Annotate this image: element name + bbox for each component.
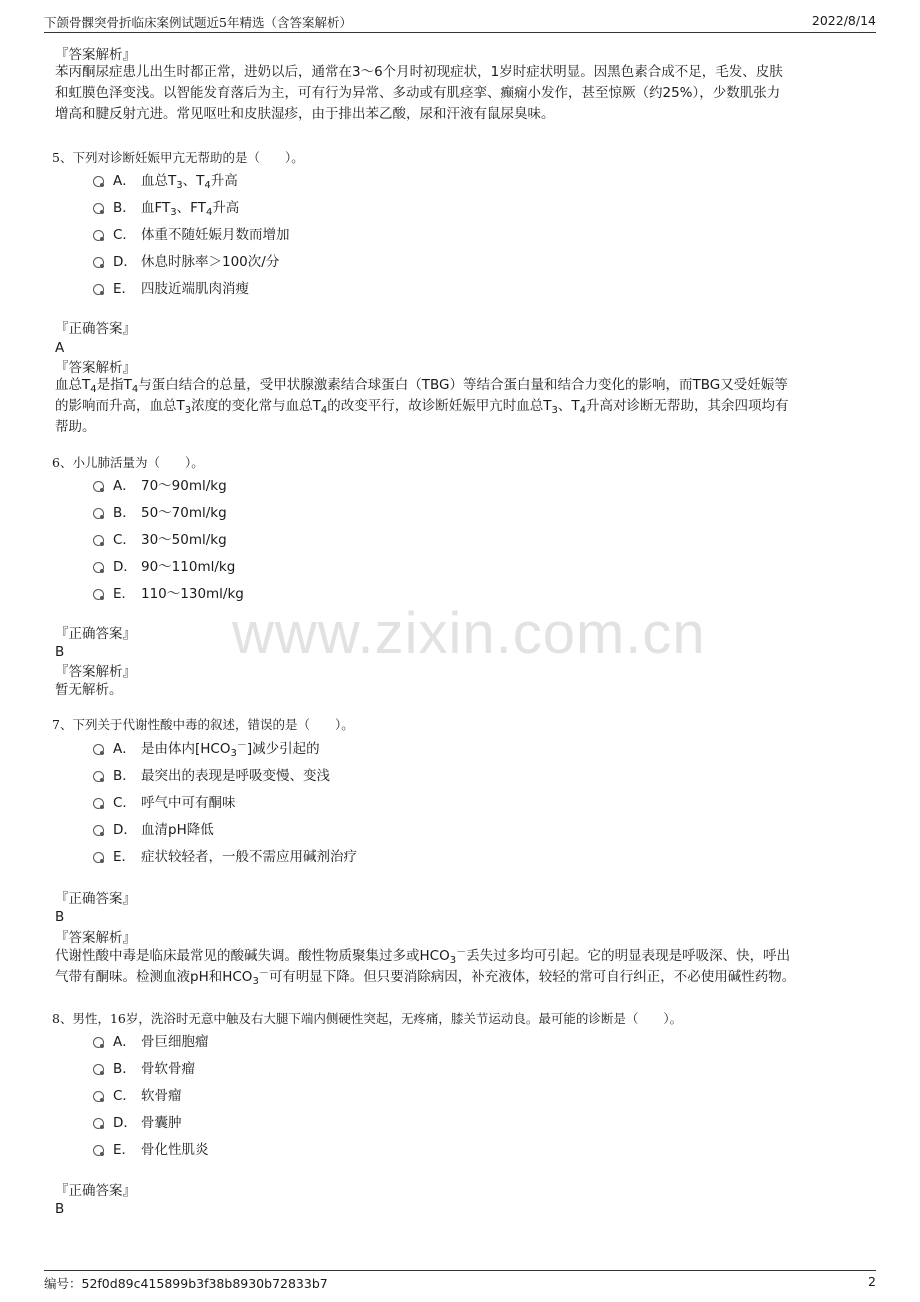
q8-option-b[interactable]: B． 骨软骨瘤	[93, 1058, 195, 1080]
q5-option-d[interactable]: D． 休息时脉率＞100次/分	[93, 251, 279, 273]
document-code: 编号：52f0d89c415899b3f38b8930b72833b7	[44, 1276, 328, 1291]
option-letter: D．	[113, 254, 137, 270]
q8-answer-label: 『正确答案』	[55, 1183, 136, 1199]
radio-icon[interactable]	[93, 1118, 104, 1129]
page-header	[44, 12, 876, 33]
radio-icon[interactable]	[93, 508, 104, 519]
q5-analysis-line: 帮助。	[55, 419, 96, 435]
q4-analysis-label: 『答案解析』	[55, 47, 136, 63]
q6-option-d[interactable]: D． 90～110ml/kg	[93, 556, 235, 578]
page-footer	[44, 1270, 876, 1291]
radio-icon[interactable]	[93, 825, 104, 836]
option-letter: D．	[113, 559, 137, 575]
option-letter: B．	[113, 1061, 136, 1077]
radio-icon[interactable]	[93, 176, 104, 187]
option-letter: E．	[113, 849, 136, 865]
q5-option-b[interactable]: B． 血$FT_3$、$FT_4$升高	[93, 197, 239, 219]
radio-icon[interactable]	[93, 771, 104, 782]
q7-option-d[interactable]: D． 血清pH降低	[93, 819, 214, 841]
q6-option-a[interactable]: A． 70～90ml/kg	[93, 475, 227, 497]
q8-option-a[interactable]: A． 骨巨细胞瘤	[93, 1031, 209, 1053]
q8-option-c[interactable]: C． 软骨瘤	[93, 1085, 182, 1107]
radio-icon[interactable]	[93, 203, 104, 214]
radio-icon[interactable]	[93, 798, 104, 809]
radio-icon[interactable]	[93, 589, 104, 600]
q6-analysis: 暂无解析。	[55, 682, 123, 698]
option-letter: A．	[113, 741, 136, 757]
radio-icon[interactable]	[93, 284, 104, 295]
q7-answer: B	[55, 909, 65, 925]
q7-stem: 7、下列关于代谢性酸中毒的叙述，错误的是（ ）。	[52, 717, 354, 732]
option-letter: A．	[113, 1034, 136, 1050]
q7-option-b[interactable]: B． 最突出的表现是呼吸变慢、变浅	[93, 765, 330, 787]
q5-option-e[interactable]: E． 四肢近端肌肉消瘦	[93, 278, 249, 300]
q7-analysis-label: 『答案解析』	[55, 930, 136, 946]
radio-icon[interactable]	[93, 257, 104, 268]
q5-analysis	[55, 375, 876, 438]
q8-answer: B	[55, 1201, 65, 1217]
q7-analysis-line: 代谢性酸中毒是临床最常见的酸碱失调。酸性物质聚集过多或$HCO_3^-$丢失过多均可引起。它的明显表现是呼吸深、快，呼出	[55, 947, 791, 966]
q5-answer-label: 『正确答案』	[55, 321, 136, 337]
q4-analysis-line: 增高和腱反射亢进。常见呕吐和皮肤湿疹，由于排出苯乙酸，尿和汗液有鼠尿臭味。	[55, 106, 555, 122]
q8-option-e[interactable]: E． 骨化性肌炎	[93, 1139, 209, 1161]
q8-stem: 8、男性，16岁，洗浴时无意中触及右大腿下端内侧硬性突起，无疼痛，膝关节运动良。最可能的诊断是（ ）。	[52, 1011, 683, 1026]
q5-analysis-line: 血总$T_4$是指$T_4$与蛋白结合的总量，受甲状腺激素结合球蛋白（TBG）等结合蛋白量和结合力变化的影响，而TBG又受妊娠等	[55, 377, 788, 395]
watermark: www.zixin.com.cn	[232, 601, 706, 666]
q5-option-c[interactable]: C． 体重不随妊娠月数而增加	[93, 224, 290, 246]
radio-icon[interactable]	[93, 744, 104, 755]
q5-analysis-label: 『答案解析』	[55, 360, 136, 376]
option-letter: B．	[113, 768, 136, 784]
option-letter: C．	[113, 227, 136, 243]
q8-option-d[interactable]: D． 骨囊肿	[93, 1112, 182, 1134]
radio-icon[interactable]	[93, 1037, 104, 1048]
q5-answer: A	[55, 340, 65, 356]
document-title: 下颌骨髁突骨折临床案例试题近5年精选（含答案解析）	[44, 15, 352, 30]
option-letter: E．	[113, 586, 136, 602]
option-letter: B．	[113, 505, 136, 521]
q7-analysis-line: 气带有酮味。检测血液pH和$HCO_3^-$可有明显下降。但只要消除病因，补充液体，较轻的常可自行纠正，不必使用碱性药物。	[55, 968, 796, 987]
q4-analysis-line: 苯丙酮尿症患儿出生时都正常，进奶以后，通常在3～6个月时初现症状，1岁时症状明显。因黑色素合成不足，毛发、皮肤	[55, 64, 783, 80]
option-letter: D．	[113, 1115, 137, 1131]
radio-icon[interactable]	[93, 481, 104, 492]
option-letter: E．	[113, 1142, 136, 1158]
q7-option-c[interactable]: C． 呼气中可有酮味	[93, 792, 236, 814]
q6-analysis-label: 『答案解析』	[55, 664, 136, 680]
q4-analysis-line: 和虹膜色泽变浅。以智能发育落后为主，可有行为异常、多动或有肌痉挛、癫痫小发作，甚至惊厥（约25%），少数肌张力	[55, 85, 781, 101]
q4-analysis	[55, 62, 876, 125]
radio-icon[interactable]	[93, 562, 104, 573]
option-letter: C．	[113, 532, 136, 548]
document-date: 2022/8/14	[811, 13, 876, 28]
radio-icon[interactable]	[93, 1064, 104, 1075]
q6-stem: 6、小儿肺活量为（ ）。	[52, 455, 204, 470]
q6-answer-label: 『正确答案』	[55, 626, 136, 642]
option-letter: A．	[113, 173, 136, 189]
radio-icon[interactable]	[93, 1091, 104, 1102]
q5-analysis-line: 的影响而升高，血总$T_3$浓度的变化常与血总$T_4$的改变平行，故诊断妊娠甲亢时血总$T_3$、$T_4$升高对诊断无帮助，其余四项均有	[55, 398, 789, 416]
page-number: 2	[868, 1274, 876, 1289]
q7-analysis	[55, 946, 876, 988]
radio-icon[interactable]	[93, 230, 104, 241]
q6-answer: B	[55, 644, 65, 660]
radio-icon[interactable]	[93, 535, 104, 546]
radio-icon[interactable]	[93, 1145, 104, 1156]
q6-option-e[interactable]: E． 110～130ml/kg	[93, 583, 244, 605]
q7-option-a[interactable]: A． 是由体内$[HCO_3^-]$减少引起的	[93, 738, 320, 760]
radio-icon[interactable]	[93, 852, 104, 863]
q5-stem: 5、下列对诊断妊娠甲亢无帮助的是（ ）。	[52, 150, 304, 165]
q5-option-a[interactable]: A． 血总$T_3$、$T_4$升高	[93, 170, 238, 192]
option-letter: C．	[113, 1088, 136, 1104]
q6-option-b[interactable]: B． 50～70ml/kg	[93, 502, 227, 524]
q7-answer-label: 『正确答案』	[55, 891, 136, 907]
option-letter: D．	[113, 822, 137, 838]
option-letter: E．	[113, 281, 136, 297]
q7-option-e[interactable]: E． 症状较轻者，一般不需应用碱剂治疗	[93, 846, 357, 868]
option-letter: B．	[113, 200, 136, 216]
q6-option-c[interactable]: C． 30～50ml/kg	[93, 529, 227, 551]
option-letter: A．	[113, 478, 136, 494]
option-letter: C．	[113, 795, 136, 811]
